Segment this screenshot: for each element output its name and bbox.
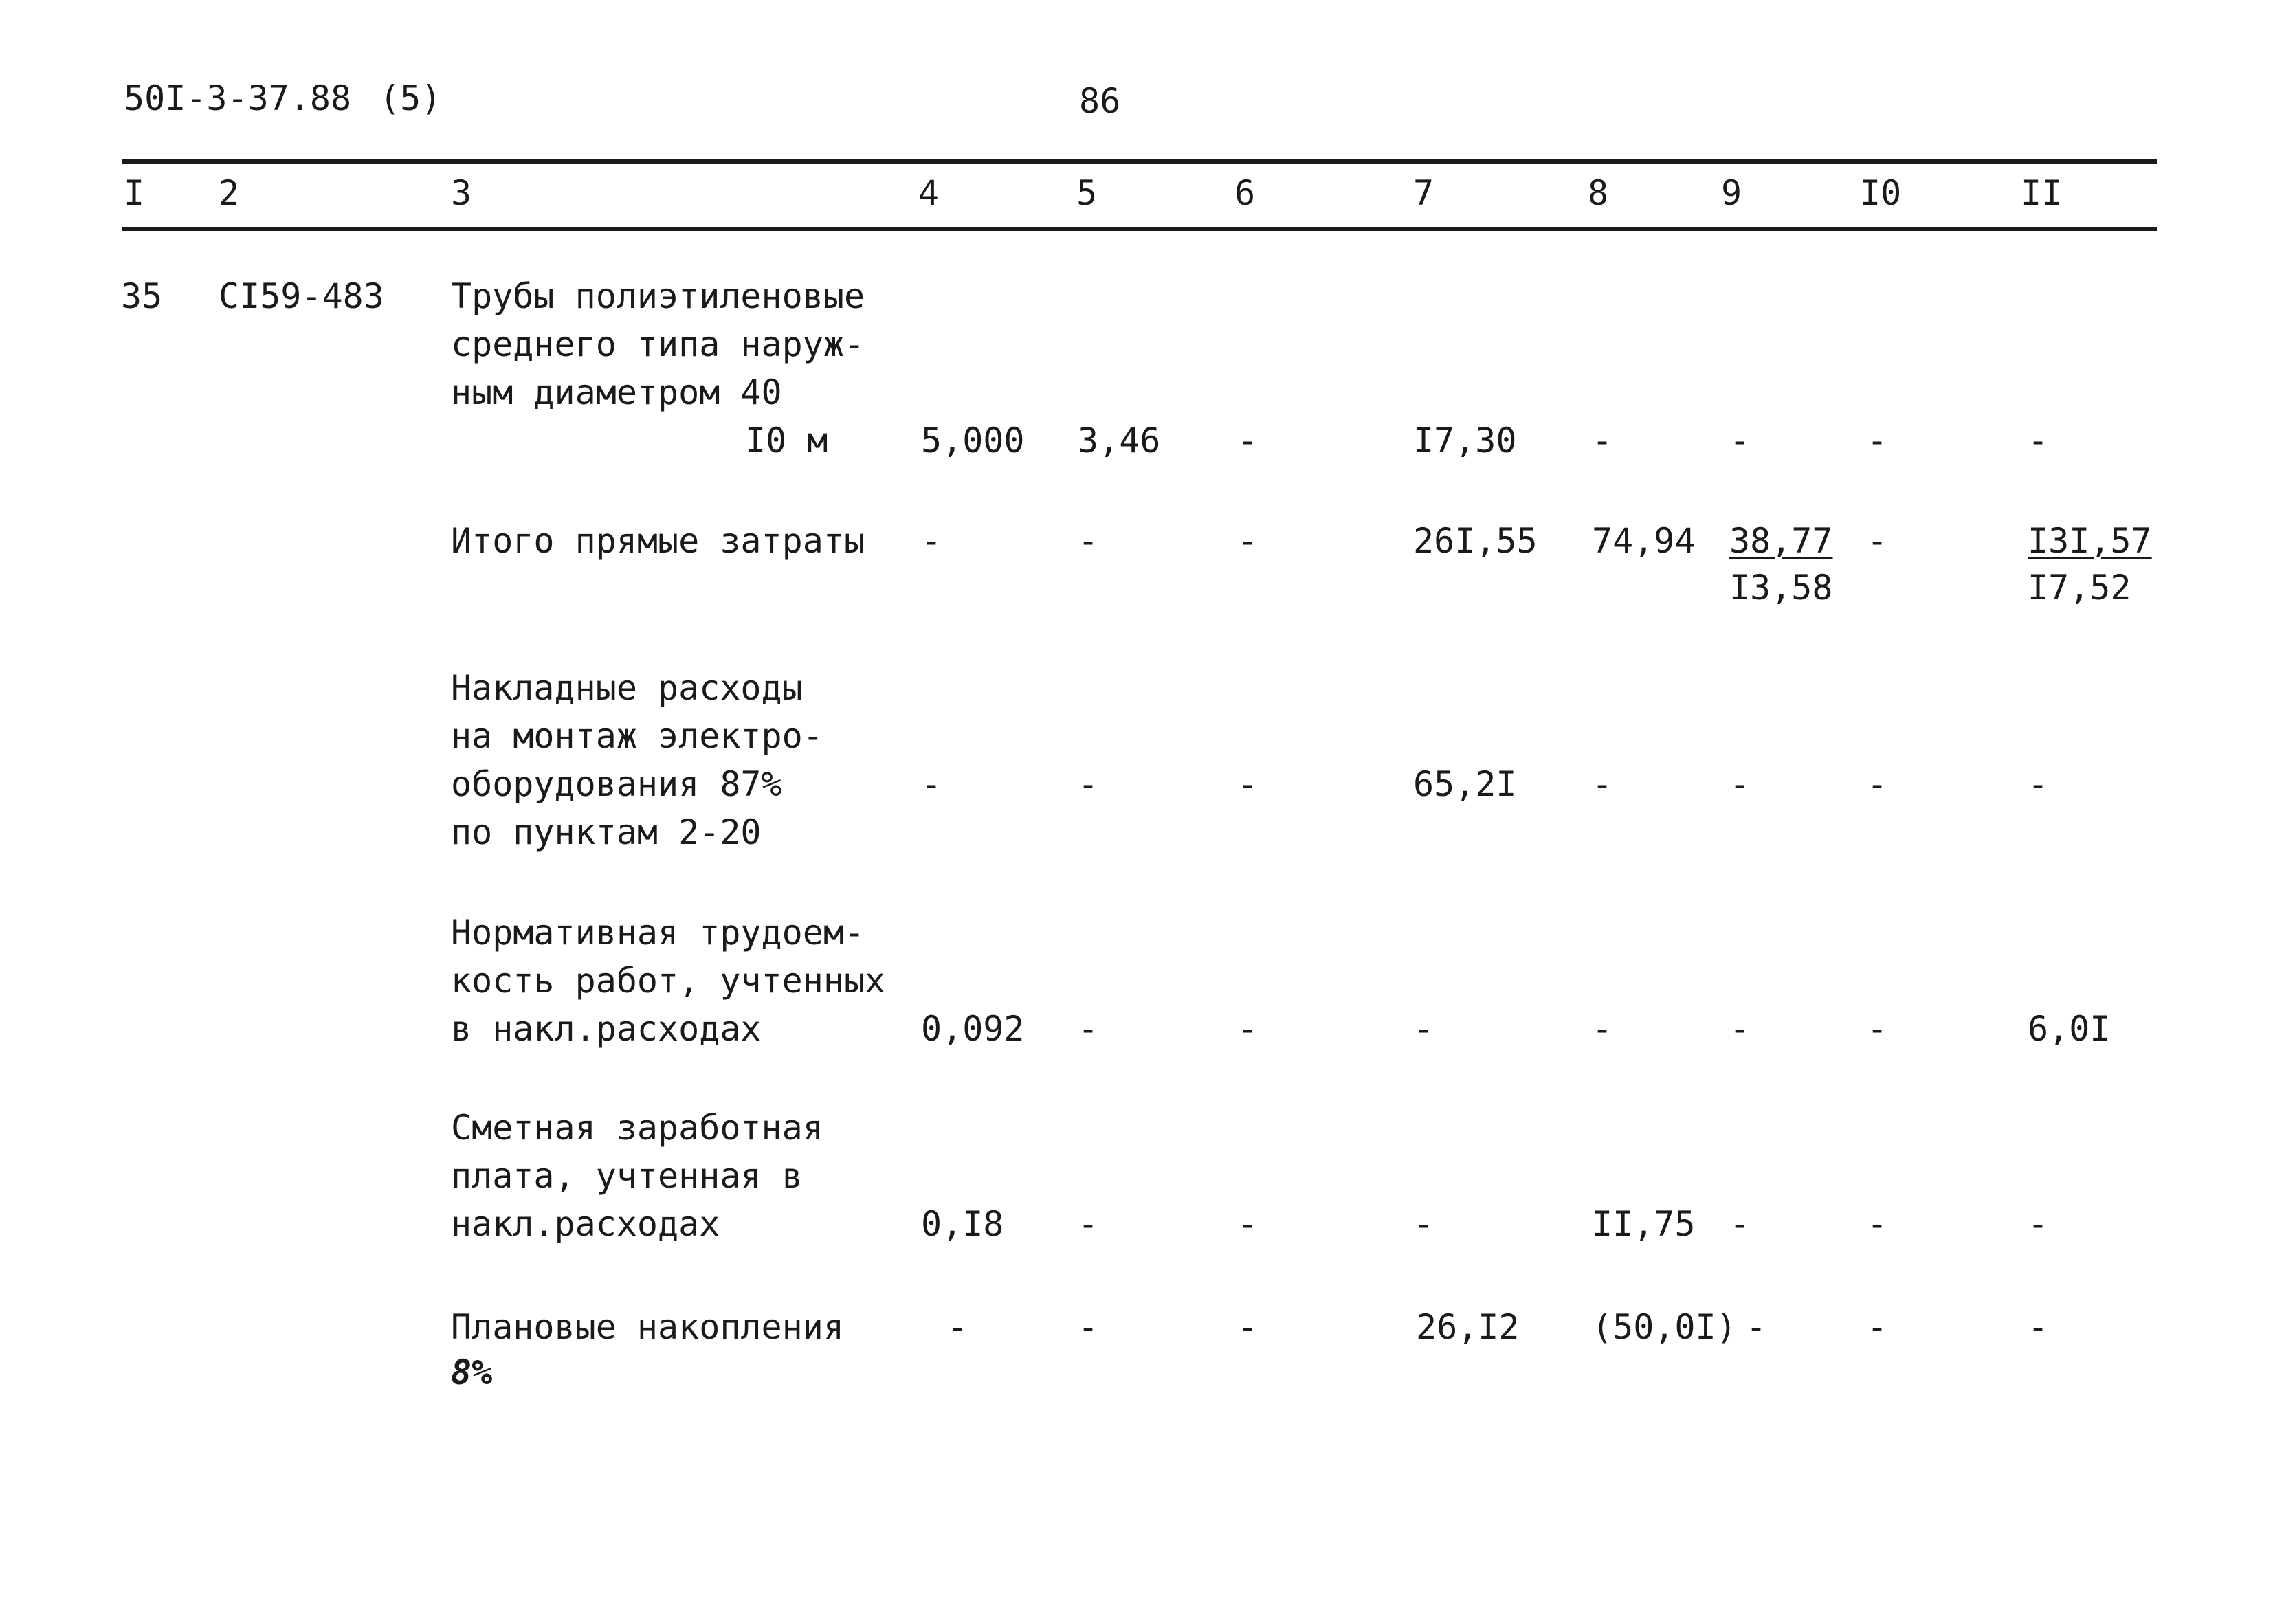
cell: -: [1867, 764, 1888, 804]
table-top-rule: [122, 159, 2157, 164]
cell: -: [921, 521, 942, 561]
cell: -: [1592, 764, 1613, 804]
cell: -: [1078, 1204, 1099, 1244]
cell: -: [1867, 421, 1888, 460]
column-header: 3: [451, 173, 472, 213]
cell: -: [2028, 764, 2049, 804]
row-description-line: Сметная заработная: [451, 1108, 823, 1148]
row-description-line: Итого прямые затраты: [451, 521, 865, 561]
cell: -: [1592, 421, 1613, 460]
cell: -: [1237, 1009, 1259, 1049]
cell: II,75: [1592, 1204, 1696, 1244]
cell: -: [1237, 1307, 1259, 1347]
row-description-line: оборудования 87%: [451, 764, 782, 804]
cell: -: [1413, 1009, 1434, 1049]
cell: -: [1729, 1204, 1751, 1244]
cell: -: [1413, 1204, 1434, 1244]
cell: -: [1867, 521, 1888, 561]
sheet-mark: (5): [379, 78, 442, 118]
header-bottom-rule: [122, 227, 2157, 231]
cell: 26I,55: [1413, 521, 1538, 561]
column-header: I: [124, 173, 145, 213]
column-header: 9: [1721, 173, 1742, 213]
document-code: 50I-3-37.88: [124, 78, 352, 118]
cell: -: [1237, 521, 1259, 561]
cell: 6,0I: [2028, 1009, 2111, 1049]
column-header: 2: [219, 173, 240, 213]
row-description-line: Трубы полиэтиленовые: [451, 276, 865, 316]
page-number: 86: [1079, 81, 1121, 121]
cell: -: [1867, 1009, 1888, 1049]
cell: 65,2I: [1413, 764, 1517, 804]
cell: I7,30: [1413, 421, 1517, 460]
cell-underlined: I3I,57: [2028, 521, 2152, 561]
row-description-line: накл.расходах: [451, 1204, 720, 1244]
row-description-line: Нормативная трудоем-: [451, 913, 865, 953]
row-description-line: ным диаметром 40: [451, 372, 782, 412]
unit-of-measure: I0 м: [745, 421, 828, 460]
column-header: 6: [1234, 173, 1256, 213]
cell: 74,94: [1592, 521, 1696, 561]
cell-secondary: I7,52: [2028, 568, 2131, 608]
cell: -: [2028, 421, 2049, 460]
cell-secondary: I3,58: [1729, 568, 1833, 608]
cell: (50,0I): [1592, 1307, 1737, 1347]
cell: -: [1729, 1009, 1751, 1049]
row-description-line: на монтаж электро-: [451, 716, 823, 756]
cell: -: [1237, 764, 1259, 804]
handwritten-percent-note: 8%: [451, 1353, 493, 1392]
column-header: 8: [1588, 173, 1609, 213]
cell-underlined: 38,77: [1729, 521, 1833, 561]
cell: -: [1078, 521, 1099, 561]
cell: -: [1746, 1307, 1767, 1347]
cell: -: [1592, 1009, 1613, 1049]
cell: -: [1729, 421, 1751, 460]
row-description-line: Плановые накопления: [451, 1307, 844, 1347]
row-description-line: плата, учтенная в: [451, 1156, 803, 1196]
row-description-line: среднего типа наруж-: [451, 324, 865, 364]
column-header: 4: [918, 173, 940, 213]
cell: -: [1078, 764, 1099, 804]
column-header: 5: [1076, 173, 1098, 213]
cell: 3,46: [1078, 421, 1161, 460]
cell: -: [947, 1307, 968, 1347]
cell: -: [2028, 1204, 2049, 1244]
cell: -: [1729, 764, 1751, 804]
cell: -: [1867, 1204, 1888, 1244]
price-code: CI59-483: [219, 276, 384, 316]
column-header: II: [2021, 173, 2063, 213]
cell: -: [1867, 1307, 1888, 1347]
row-description-line: Накладные расходы: [451, 668, 803, 708]
cell: -: [1078, 1307, 1099, 1347]
cell: -: [1237, 1204, 1259, 1244]
cell: 0,I8: [921, 1204, 1004, 1244]
cell: -: [2028, 1307, 2049, 1347]
cell: -: [1237, 421, 1259, 460]
cell: -: [1078, 1009, 1099, 1049]
cell: 0,092: [921, 1009, 1025, 1049]
cell: 26,I2: [1416, 1307, 1520, 1347]
column-header: 7: [1413, 173, 1434, 213]
row-description-line: по пунктам 2-20: [451, 812, 762, 852]
cell: 5,000: [921, 421, 1025, 460]
row-description-line: в накл.расходах: [451, 1009, 762, 1049]
column-header: I0: [1860, 173, 1902, 213]
row-number: 35: [121, 276, 163, 316]
row-description-line: кость работ, учтенных: [451, 961, 886, 1001]
cell: -: [921, 764, 942, 804]
